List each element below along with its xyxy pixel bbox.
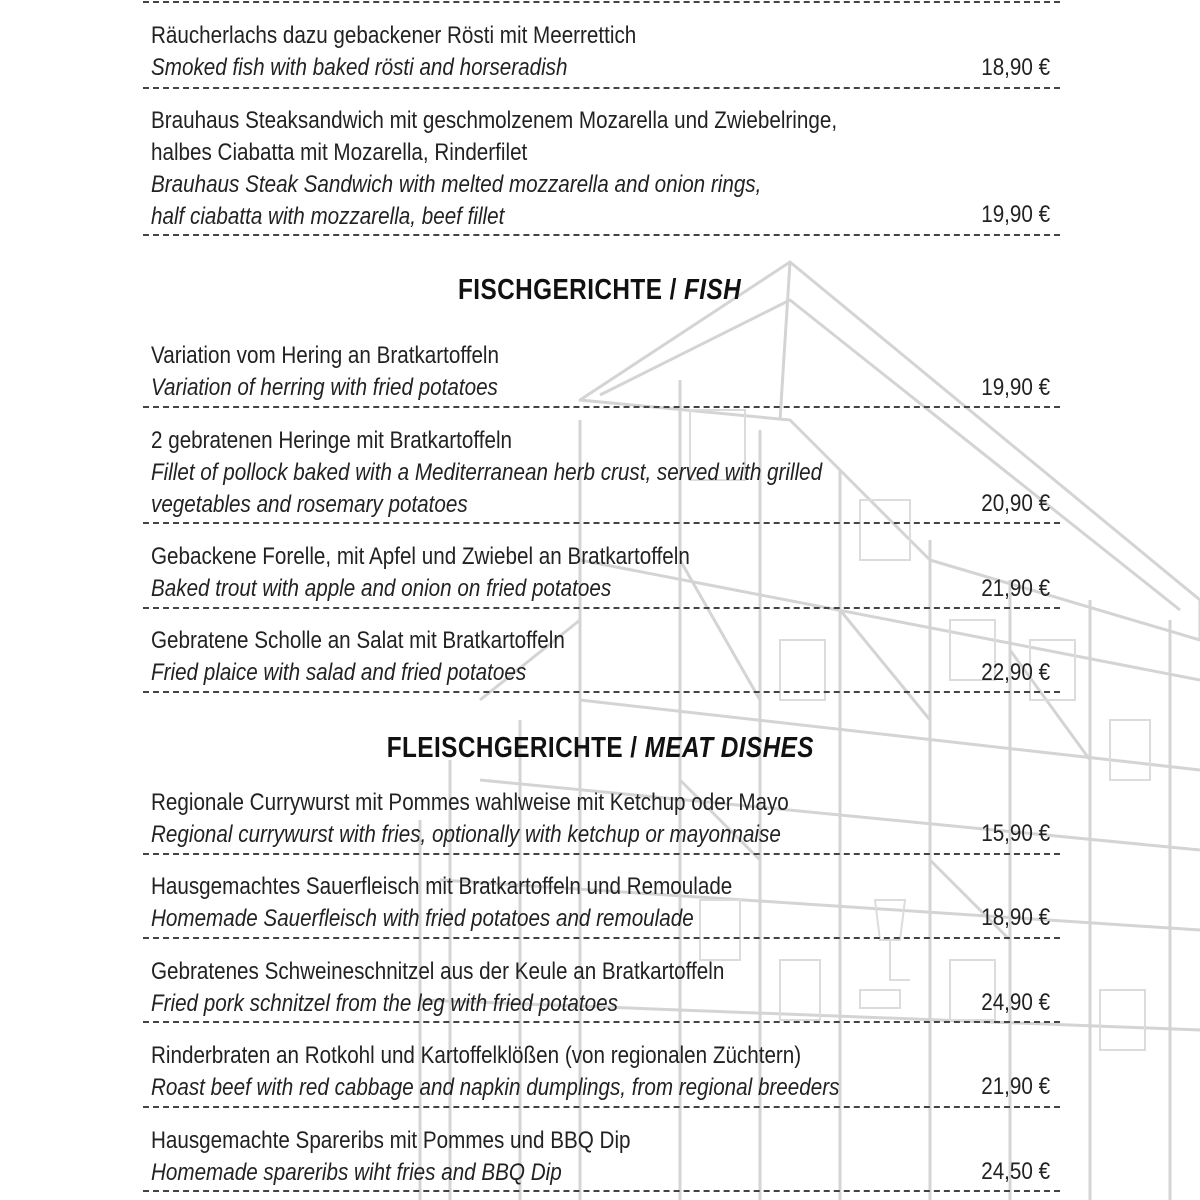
item-name-en: Homemade spareribs wiht fries and BBQ Dip [151,1159,562,1186]
item-price: 22,90 € [981,659,1050,686]
item-name-de: Regionale Currywurst mit Pommes wahlweise mit Ketchup oder Mayo [151,789,789,816]
menu-item [151,105,1053,233]
item-divider [143,607,1060,609]
item-name-en: Variation of herring with fried potatoes [151,374,498,401]
section-heading-meat [0,731,1200,765]
menu-item [151,425,1053,521]
item-divider [143,691,1060,693]
item-name-en: Fillet of pollock baked with a Mediterranean herb crust, served with grilled [151,459,823,486]
item-name-en: Brauhaus Steak Sandwich with melted mozzarella and onion rings, [151,171,762,198]
item-price: 15,90 € [981,820,1050,847]
item-divider [143,1190,1060,1192]
menu-item [151,625,1053,689]
item-name-de: Brauhaus Steaksandwich mit geschmolzenem Mozarella und Zwiebelringe, [151,107,838,134]
item-price: 21,90 € [981,575,1050,602]
item-divider [143,87,1060,89]
item-name-de: Rinderbraten an Rotkohl und Kartoffelklößen (von regionalen Züchtern) [151,1042,802,1069]
item-divider [143,406,1060,408]
item-name-en: Baked trout with apple and onion on fried potatoes [151,575,612,602]
menu-item [151,956,1053,1020]
item-name-de: Variation vom Hering an Bratkartoffeln [151,342,500,369]
menu-item [151,340,1053,404]
item-price: 24,50 € [981,1158,1050,1185]
heading-en: MEAT DISHES [644,732,814,764]
item-price: 21,90 € [981,1073,1050,1100]
item-name-en: half ciabatta with mozzarella, beef fillet [151,203,505,230]
item-name-de: halbes Ciabatta mit Mozarella, Rinderfilet [151,139,528,166]
menu-item [151,1040,1053,1104]
item-divider [143,1,1060,3]
menu-item [151,541,1053,605]
item-price: 19,90 € [981,201,1050,228]
item-name-de: Gebratene Scholle an Salat mit Bratkartoffeln [151,627,565,654]
heading-de: FISCHGERICHTE / [458,274,678,306]
item-name-en: Fried pork schnitzel from the leg with fried potatoes [151,990,618,1017]
menu-item [151,1125,1053,1189]
item-divider [143,937,1060,939]
item-divider [143,234,1060,236]
item-name-de: Gebackene Forelle, mit Apfel und Zwiebel an Bratkartoffeln [151,543,690,570]
menu-item [151,871,1053,935]
item-name-en: Regional currywurst with fries, optionally with ketchup or mayonnaise [151,821,781,848]
heading-en: FISH [684,274,742,306]
item-name-en: Smoked fish with baked rösti and horseradish [151,54,568,81]
item-price: 19,90 € [981,374,1050,401]
item-name-en: vegetables and rosemary potatoes [151,491,468,518]
item-name-en: Homemade Sauerfleisch with fried potatoes and remoulade [151,905,694,932]
item-name-en: Roast beef with red cabbage and napkin dumplings, from regional breeders [151,1074,840,1101]
menu-item [151,20,1053,84]
section-heading-fish [0,273,1200,307]
item-name-de: Räucherlachs dazu gebackener Rösti mit Meerrettich [151,22,637,49]
heading-de: FLEISCHGERICHTE / [386,732,638,764]
item-name-de: Hausgemachtes Sauerfleisch mit Bratkartoffeln und Remoulade [151,873,733,900]
item-name-en: Fried plaice with salad and fried potatoes [151,659,527,686]
item-name-de: Hausgemachte Spareribs mit Pommes und BBQ Dip [151,1127,631,1154]
menu-item [151,787,1053,851]
item-name-de: Gebratenes Schweineschnitzel aus der Keule an Bratkartoffeln [151,958,725,985]
item-divider [143,522,1060,524]
item-divider [143,1106,1060,1108]
item-price: 24,90 € [981,989,1050,1016]
item-name-de: 2 gebratenen Heringe mit Bratkartoffeln [151,427,513,454]
item-price: 18,90 € [981,904,1050,931]
item-divider [143,1021,1060,1023]
item-divider [143,853,1060,855]
item-price: 20,90 € [981,490,1050,517]
item-price: 18,90 € [981,54,1050,81]
